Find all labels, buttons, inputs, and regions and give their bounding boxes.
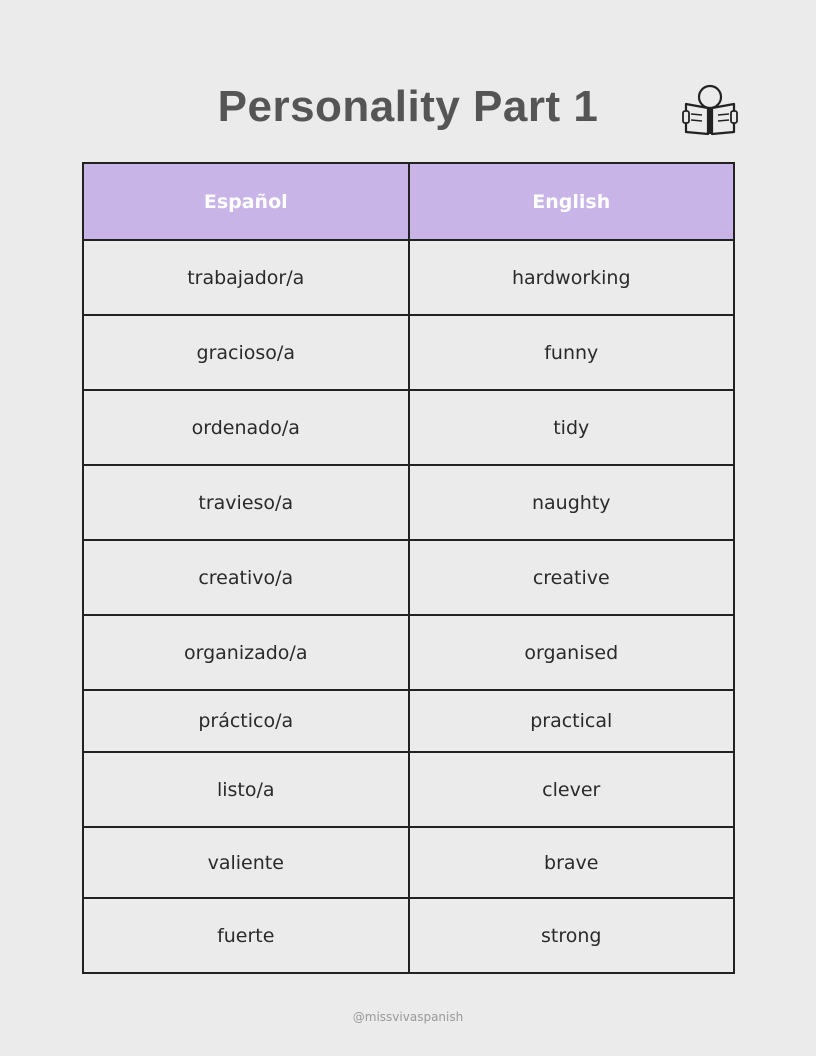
column-header-espanol: Español: [83, 163, 409, 240]
table-row: [83, 615, 734, 690]
english-cell: practical: [409, 690, 735, 752]
spanish-cell: travieso/a: [83, 465, 409, 540]
spanish-cell: ordenado/a: [83, 390, 409, 465]
spanish-cell: fuerte: [83, 898, 409, 973]
english-cell: naughty: [409, 465, 735, 540]
english-cell: brave: [409, 827, 735, 898]
vocabulary-table: [82, 162, 735, 974]
spanish-cell: valiente: [83, 827, 409, 898]
open-book-reader-icon: [682, 84, 738, 136]
spanish-cell: organizado/a: [83, 615, 409, 690]
spanish-cell: listo/a: [83, 752, 409, 827]
spanish-cell: trabajador/a: [83, 240, 409, 315]
spanish-cell: creativo/a: [83, 540, 409, 615]
english-cell: tidy: [409, 390, 735, 465]
table-row: [83, 315, 734, 390]
table-row: [83, 540, 734, 615]
table-row: [83, 827, 734, 898]
spanish-cell: práctico/a: [83, 690, 409, 752]
english-cell: strong: [409, 898, 735, 973]
table-row: [83, 390, 734, 465]
table-row: [83, 465, 734, 540]
column-header-english: English: [409, 163, 735, 240]
english-cell: creative: [409, 540, 735, 615]
table-row: [83, 690, 734, 752]
english-cell: organised: [409, 615, 735, 690]
table-row: [83, 898, 734, 973]
page-title: Personality Part 1: [217, 82, 599, 131]
footer-credit: @missvivaspanish: [352, 1010, 464, 1024]
english-cell: funny: [409, 315, 735, 390]
table-header-row: [83, 163, 734, 240]
english-cell: hardworking: [409, 240, 735, 315]
spanish-cell: gracioso/a: [83, 315, 409, 390]
english-cell: clever: [409, 752, 735, 827]
table-row: [83, 240, 734, 315]
table-row: [83, 752, 734, 827]
